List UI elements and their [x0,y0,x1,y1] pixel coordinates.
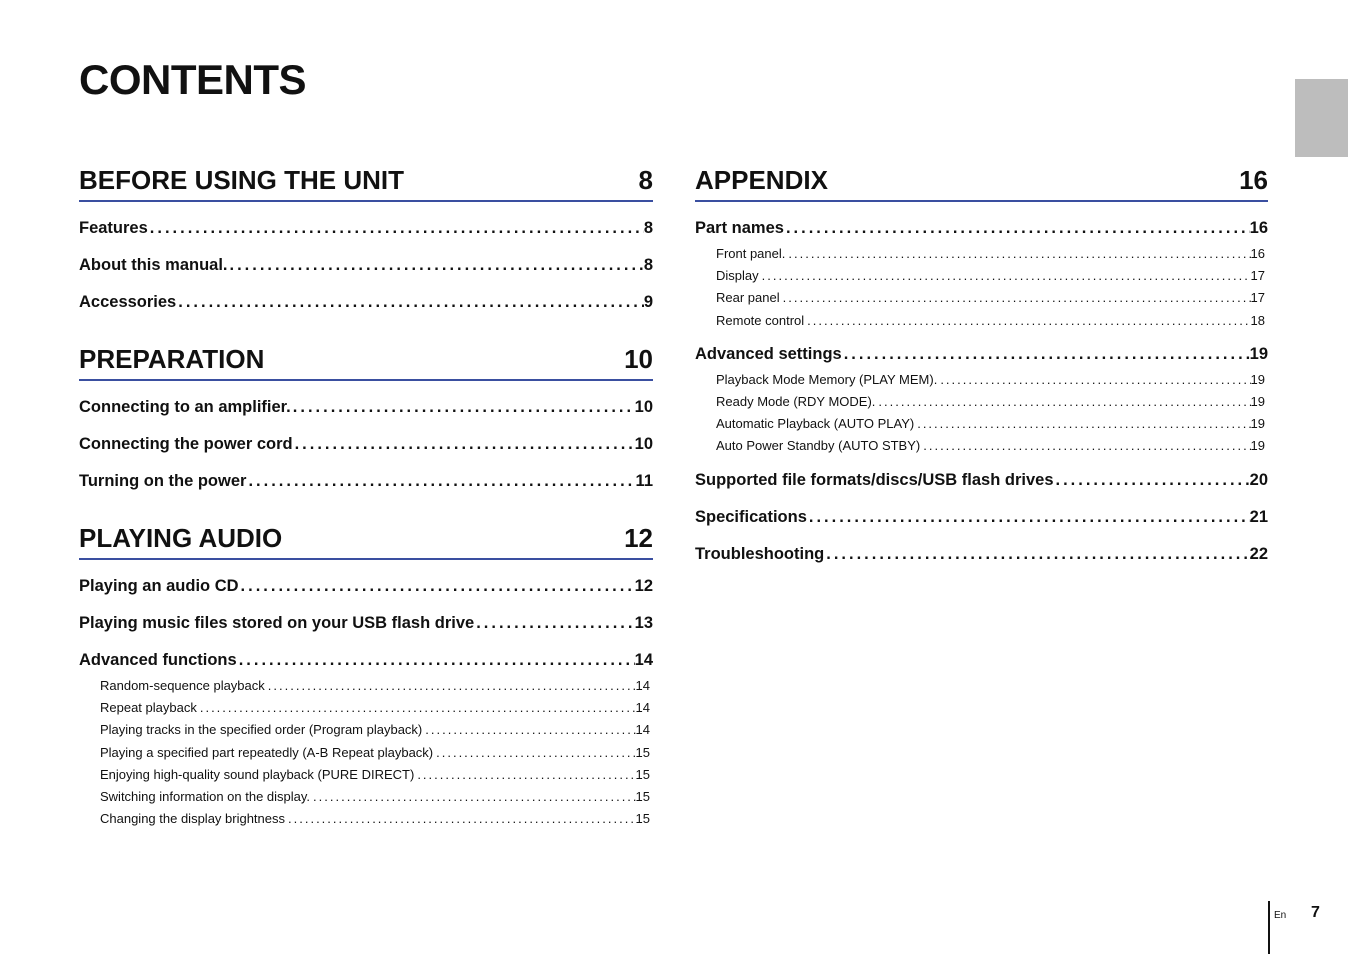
footer-page-number: 7 [1311,904,1320,921]
toc-entry[interactable] [79,284,653,321]
toc-subentries [79,675,653,830]
toc-subentries [695,369,1268,458]
subentry-label: Repeat playback [100,700,197,716]
toc-entry[interactable] [695,336,1268,373]
subentry-page: 18 [1250,312,1265,328]
section-heading[interactable] [79,339,653,381]
subentry-label: Switching information on the display. [100,788,311,804]
toc-section-playing-audio [79,518,653,830]
subentry-label: Remote control [716,312,805,328]
toc-entry[interactable] [79,426,653,463]
toc-entry[interactable] [79,605,653,642]
entry-label: Advanced settings [695,344,842,363]
entry-page: 8 [643,219,653,237]
subentry-label: Automatic Playback (AUTO PLAY) [716,416,915,432]
toc-entry[interactable] [79,568,653,605]
entry-label: Connecting to an amplifier. [79,398,291,416]
entry-page: 11 [635,472,653,490]
toc-entry[interactable] [695,536,1268,573]
section-title: APPENDIX [695,165,828,195]
subentry-page: 17 [1250,268,1265,284]
subentry-label: Auto Power Standby (AUTO STBY) [716,438,921,454]
toc-subentry[interactable] [79,786,650,808]
footer-language: En [1274,910,1287,921]
toc-section-before-using [79,160,653,321]
entry-page: 16 [1249,219,1268,237]
toc-subentry[interactable] [695,413,1265,435]
entry-page: 13 [634,614,653,632]
subentry-page: 16 [1250,246,1265,261]
section-heading[interactable] [79,518,653,560]
subentry-label: Playing a specified part repeatedly (A-B Repeat playback) [100,744,434,760]
toc-entry[interactable] [695,499,1268,536]
subentry-page: 19 [1250,416,1265,432]
toc-section-appendix [695,160,1268,573]
subentry-page: 14 [635,722,650,738]
subentry-label: Display [716,268,759,284]
entry-label: Accessories [79,293,177,311]
side-tab [1295,79,1348,157]
subentry-page: 15 [635,744,650,760]
subentry-page: 15 [635,788,650,804]
toc-left-column [79,160,653,834]
toc-subentry[interactable] [695,287,1265,309]
entry-page: 22 [1249,544,1268,563]
section-title: PREPARATION [79,344,265,374]
toc-subentry[interactable] [695,310,1265,332]
subentry-page: 19 [1250,393,1265,409]
subentry-label: Changing the display brightness [100,811,286,827]
toc-entry[interactable] [79,210,653,247]
subentry-page: 15 [635,766,650,782]
section-page: 8 [638,165,653,195]
entry-label: Features [79,219,148,237]
entry-page: 8 [643,256,653,274]
subentry-page: 14 [635,700,650,716]
entry-page: 12 [634,577,653,595]
toc-subentry[interactable] [695,391,1265,413]
entry-page: 21 [1249,507,1268,526]
toc-subentry[interactable] [79,675,650,697]
toc-right-column [695,160,1268,573]
entry-page: 10 [634,435,653,453]
page-title: CONTENTS [79,56,306,103]
toc-subentry[interactable] [79,742,650,764]
toc-subentry[interactable] [695,243,1265,265]
toc-entry[interactable] [79,642,653,679]
entry-label: Playing an audio CD [79,577,239,595]
entry-page: 20 [1249,470,1268,489]
subentry-page: 15 [635,811,650,827]
section-title: PLAYING AUDIO [79,523,283,553]
subentry-label: Enjoying high-quality sound playback (PURE DIRECT) [100,766,415,782]
entry-label: Troubleshooting [695,544,825,563]
toc-subentries [695,243,1268,332]
subentry-page: 19 [1250,438,1265,454]
subentry-label: Rear panel [716,290,780,306]
subentry-label: Front panel. [716,246,786,261]
subentry-label: Playback Mode Memory (PLAY MEM). [716,371,938,387]
entry-label: Turning on the power [79,472,247,490]
section-page: 12 [624,523,653,553]
toc-subentry[interactable] [695,435,1265,457]
entry-label: Playing music files stored on your USB flash drive [79,614,475,632]
subentry-page: 17 [1250,290,1265,306]
entry-label: Connecting the power cord [79,435,293,453]
entry-label: Part names [695,219,784,237]
subentry-label: Playing tracks in the specified order (Program playback) [100,722,423,738]
toc-entry[interactable] [695,210,1268,247]
section-page: 10 [624,344,653,374]
subentry-label: Ready Mode (RDY MODE). [716,393,876,409]
entry-label: Supported file formats/discs/USB flash drives [695,470,1054,489]
entry-page: 19 [1249,344,1268,363]
entry-page: 10 [634,398,653,416]
entry-page: 14 [634,651,653,669]
toc-subentry[interactable] [79,764,650,786]
toc-subentry[interactable] [79,697,650,719]
toc-subentry[interactable] [695,265,1265,287]
toc-subentry[interactable] [79,719,650,741]
subentry-label: Random-sequence playback [100,678,265,693]
section-page: 16 [1239,165,1268,195]
section-heading[interactable] [79,160,653,202]
entry-label: About this manual. [79,256,228,274]
section-heading[interactable] [695,160,1268,202]
subentry-page: 19 [1250,371,1265,387]
footer-divider [1268,901,1270,954]
section-title: BEFORE USING THE UNIT [79,165,405,195]
entry-label: Specifications [695,507,807,526]
toc-subentry[interactable] [79,808,650,830]
toc-entry[interactable] [695,462,1268,499]
toc-entry[interactable] [79,389,653,426]
entry-page: 9 [643,293,653,311]
toc-subentry[interactable] [695,369,1265,391]
toc-section-preparation [79,339,653,500]
subentry-page: 14 [635,678,650,693]
toc-entry[interactable] [79,247,653,284]
toc-entry[interactable] [79,463,653,500]
entry-label: Advanced functions [79,651,237,669]
